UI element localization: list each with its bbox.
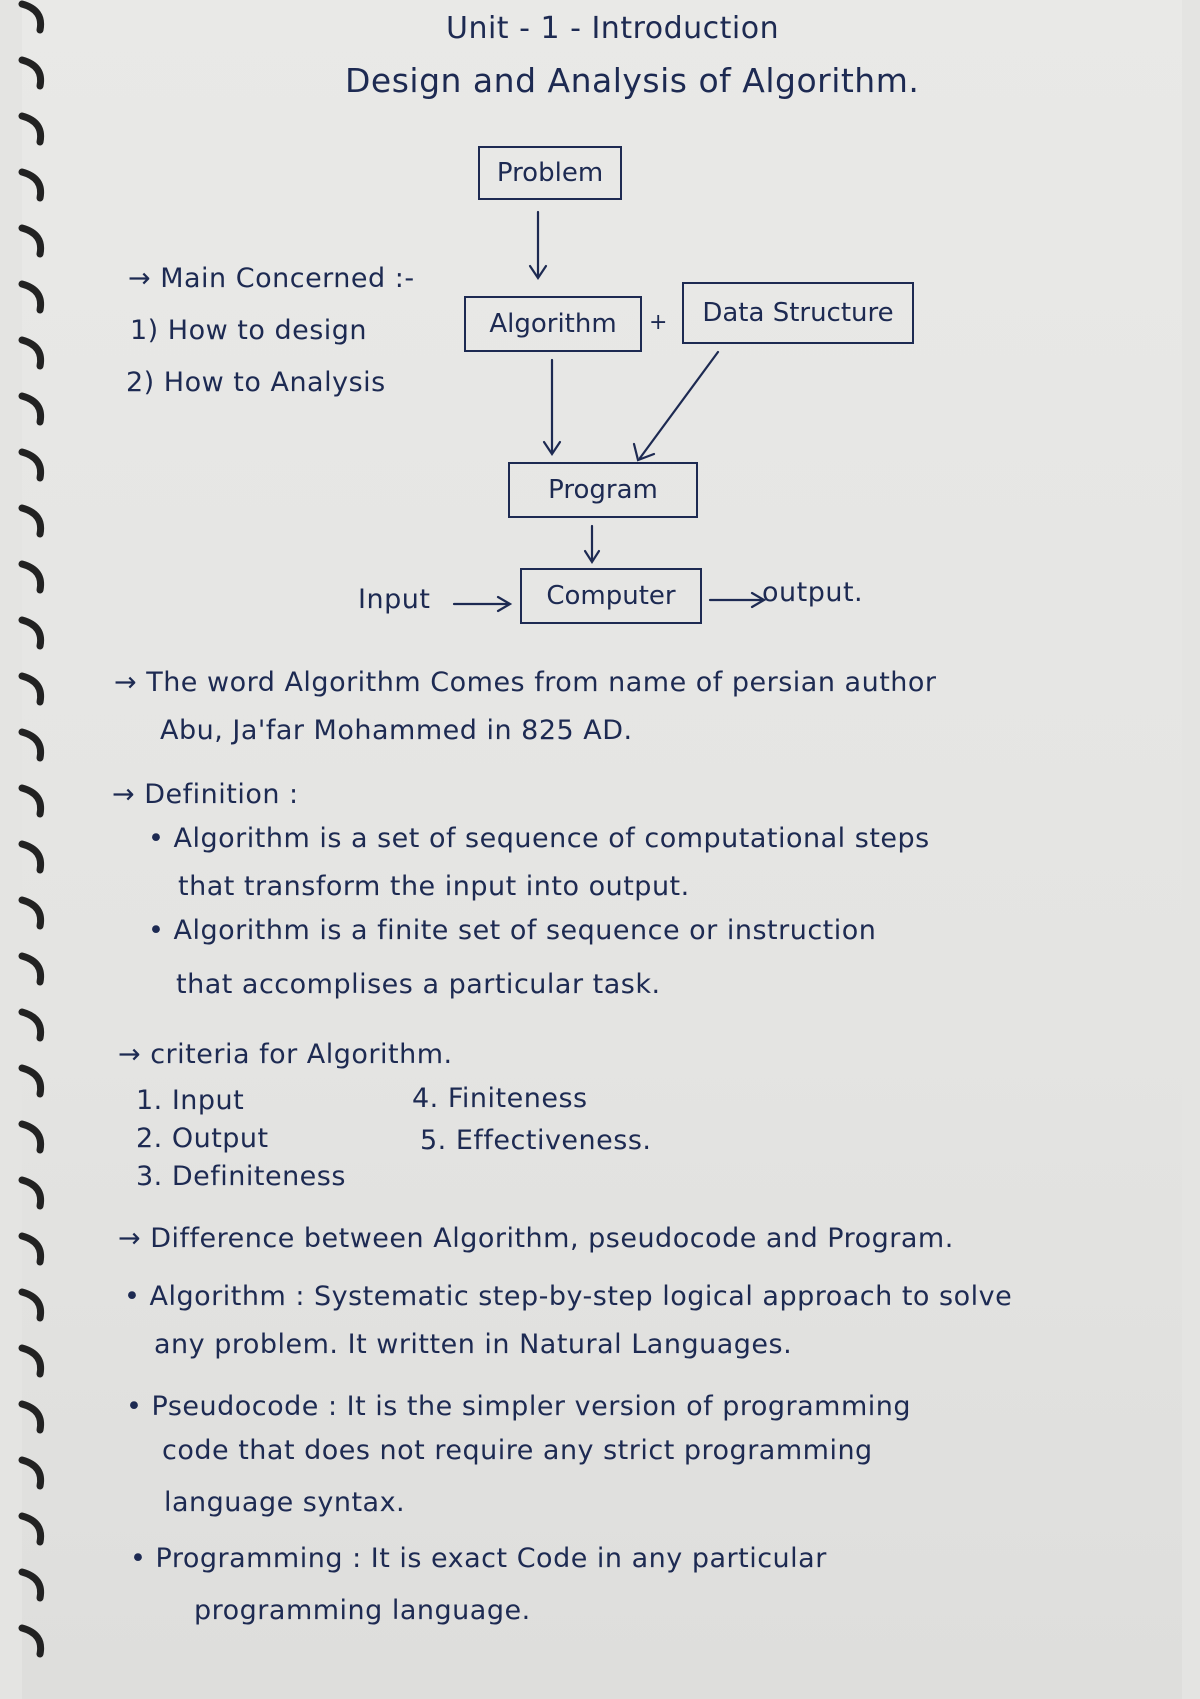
difference-line: • Programming : It is exact Code in any particular	[130, 1543, 827, 1574]
concern-item: 1) How to design	[130, 315, 368, 346]
criteria-heading: → criteria for Algorithm.	[118, 1039, 453, 1070]
difference-line: any problem. It written in Natural Languages.	[154, 1329, 793, 1360]
algorithm-box: Algorithm	[464, 296, 642, 352]
plus-sign: +	[649, 310, 668, 335]
criteria-item: 4. Finiteness	[412, 1083, 588, 1114]
origin-line: Abu, Ja'far Mohammed in 825 AD.	[160, 715, 633, 746]
computer-box: Computer	[520, 568, 702, 624]
output-label: output.	[762, 577, 864, 608]
unit-title: Unit - 1 - Introduction	[446, 11, 780, 46]
definition-line: • Algorithm is a finite set of sequence or instruction	[148, 915, 877, 946]
concern-item: 2) How to Analysis	[126, 367, 386, 398]
difference-heading: → Difference between Algorithm, pseudocode and Program.	[118, 1223, 954, 1254]
problem-box: Problem	[478, 146, 622, 200]
definition-line: that transform the input into output.	[178, 871, 690, 902]
definition-line: that accomplises a particular task.	[176, 969, 661, 1000]
spiral-binding	[0, 0, 60, 1699]
data-structure-box: Data Structure	[682, 282, 914, 344]
criteria-item: 3. Definiteness	[136, 1161, 346, 1192]
difference-line: • Algorithm : Systematic step-by-step logical approach to solve	[124, 1281, 1013, 1312]
definition-heading: → Definition :	[112, 779, 299, 810]
origin-line: → The word Algorithm Comes from name of persian author	[114, 667, 937, 698]
difference-line: language syntax.	[164, 1487, 406, 1518]
criteria-item: 2. Output	[136, 1123, 269, 1154]
difference-line: code that does not require any strict programming	[162, 1435, 873, 1466]
criteria-item: 1. Input	[136, 1085, 245, 1116]
difference-line: programming language.	[194, 1595, 531, 1626]
input-label: Input	[358, 584, 431, 615]
definition-line: • Algorithm is a set of sequence of computational steps	[148, 823, 930, 854]
page-title: Design and Analysis of Algorithm.	[345, 61, 920, 100]
concerns-heading: → Main Concerned :-	[128, 263, 415, 294]
difference-line: • Pseudocode : It is the simpler version of programming	[126, 1391, 912, 1422]
criteria-item: 5. Effectiveness.	[420, 1125, 652, 1156]
program-box: Program	[508, 462, 698, 518]
